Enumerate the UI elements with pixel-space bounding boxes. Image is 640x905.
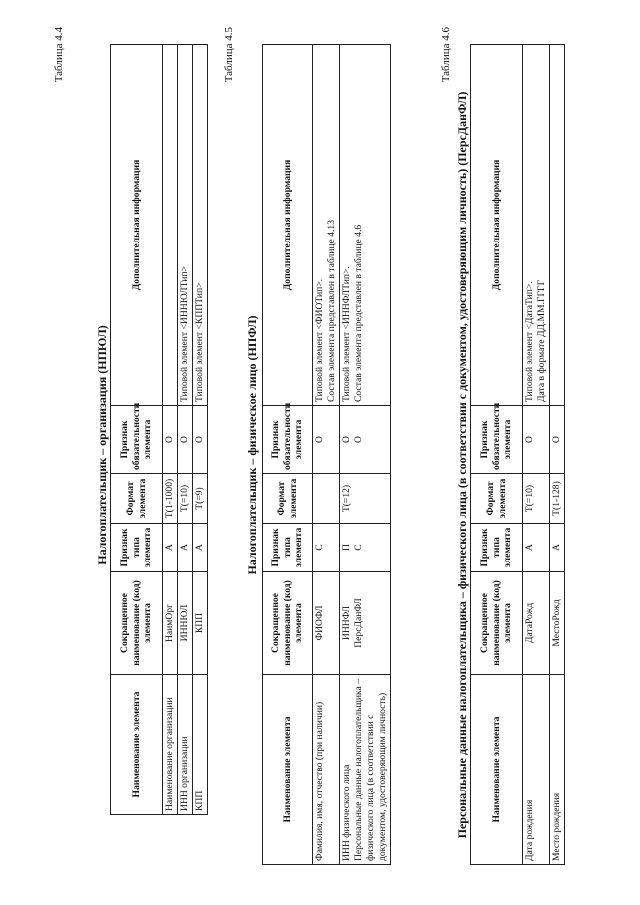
- table-header-row: [471, 45, 523, 865]
- info-line: Типовой элемент <ИННФЛТип>.: [340, 266, 352, 402]
- cell-code: ИННЮЛ: [177, 572, 192, 675]
- cell-type: А: [192, 524, 207, 572]
- cell-name: Фамилия, имя, отчество (при наличии): [313, 675, 340, 865]
- col-header-info: Дополнительная информация: [471, 45, 523, 406]
- name-line: ИНН физического лица: [340, 764, 352, 861]
- cell-format: T(1-1000): [163, 474, 178, 524]
- table-4-4-label: Таблица 4.4: [53, 27, 65, 83]
- col-header-name: Наименование элемента: [263, 675, 313, 865]
- cell-code: МестоРожд: [549, 572, 564, 675]
- req-line: О: [340, 436, 352, 443]
- col-header-format: Формат элемента: [111, 474, 163, 524]
- cell-required: [339, 406, 390, 474]
- cell-name: [339, 675, 390, 865]
- info-line: Состав элемента представлен в таблице 4.13: [325, 219, 337, 402]
- code-line: ПерсДанФЛ: [352, 598, 364, 648]
- cell-name: Дата рождения: [523, 675, 550, 865]
- info-line: Состав элемента представлен в таблице 4.6: [352, 224, 364, 402]
- col-header-required: Признак обязательности элемента: [471, 406, 523, 474]
- table-4-6: [470, 44, 565, 865]
- cell-code: КПП: [192, 572, 207, 675]
- code-line: ИННФЛ: [340, 605, 352, 641]
- cell-code: ФИОФЛ: [313, 572, 340, 675]
- info-line: Дата в формате ДД.ММ.ГГГГ: [535, 279, 547, 402]
- cell-required: О: [177, 406, 192, 474]
- req-line: О: [352, 436, 364, 443]
- col-header-format: Формат элемента: [471, 474, 523, 524]
- col-header-type: Признак типа элемента: [263, 524, 313, 572]
- cell-format: T(=12): [339, 474, 390, 524]
- table-4-4-title: Налогоплательщик – организация (НПЮЛ): [95, 325, 109, 565]
- type-line: С: [352, 544, 364, 551]
- cell-name: ИНН организации: [177, 675, 192, 815]
- col-header-name: Наименование элемента: [471, 675, 523, 865]
- col-header-name: Наименование элемента: [111, 675, 163, 815]
- table-row: [523, 45, 550, 865]
- col-header-short: Сокращенное наименование (код) элемента: [263, 572, 313, 675]
- cell-info: [163, 45, 178, 406]
- col-header-format: Формат элемента: [263, 474, 313, 524]
- table-row: [313, 45, 340, 865]
- cell-type: А: [163, 524, 178, 572]
- col-header-type: Признак типа элемента: [111, 524, 163, 572]
- col-header-short: Сокращенное наименование (код) элемента: [471, 572, 523, 675]
- cell-format: T(=10): [177, 474, 192, 524]
- name-line: Персональные данные налогоплательщика – физического лица (в соответствии с документом, удостоверяющим личность): [352, 678, 388, 861]
- cell-type: А: [177, 524, 192, 572]
- cell-format: T(1-128): [549, 474, 564, 524]
- cell-info: Типовой элемент <ИННЮЛТип>: [177, 45, 192, 406]
- cell-required: О: [313, 406, 340, 474]
- cell-type: С: [313, 524, 340, 572]
- table-4-5-label: Таблица 4.5: [223, 27, 235, 83]
- cell-info: [549, 45, 564, 406]
- cell-required: О: [523, 406, 550, 474]
- cell-required: О: [192, 406, 207, 474]
- table-header-row: [263, 45, 313, 865]
- table-4-5-title: Налогоплательщик – физическое лицо (НПФЛ): [245, 315, 259, 575]
- cell-code: ДатаРожд: [523, 572, 550, 675]
- cell-name: Наименование организации: [163, 675, 178, 815]
- info-line: Типовой элемент <ФИОТип>.: [314, 278, 325, 402]
- table-row: [549, 45, 564, 865]
- cell-type: [339, 524, 390, 572]
- table-row: [339, 45, 390, 865]
- cell-name: Место рождения: [549, 675, 564, 865]
- table-4-5: [262, 44, 391, 865]
- table-row: [177, 45, 192, 815]
- cell-name: КПП: [192, 675, 207, 815]
- col-header-short: Сокращенное наименование (код) элемента: [111, 572, 163, 675]
- cell-format: T(=9): [192, 474, 207, 524]
- cell-code: [339, 572, 390, 675]
- cell-format: T(=10): [523, 474, 550, 524]
- cell-type: А: [523, 524, 550, 572]
- table-row: [192, 45, 207, 815]
- col-header-info: Дополнительная информация: [263, 45, 313, 406]
- cell-required: О: [163, 406, 178, 474]
- cell-code: НаимОрг: [163, 572, 178, 675]
- table-4-4: [110, 44, 208, 815]
- cell-info: [339, 45, 390, 406]
- info-line: Типовой элемент <ДатаТип>.: [524, 281, 535, 402]
- col-header-required: Признак обязательности элемента: [263, 406, 313, 474]
- col-header-required: Признак обязательности элемента: [111, 406, 163, 474]
- table-header-row: [111, 45, 163, 815]
- col-header-info: Дополнительная информация: [111, 45, 163, 406]
- cell-info: [313, 45, 340, 406]
- col-header-type: Признак типа элемента: [471, 524, 523, 572]
- table-4-6-label: Таблица 4.6: [440, 27, 452, 83]
- type-line: П: [340, 544, 352, 551]
- cell-type: А: [549, 524, 564, 572]
- cell-info: Типовой элемент <КППТип>: [192, 45, 207, 406]
- cell-info: [523, 45, 550, 406]
- table-4-6-title: Персональные данные налогоплательщика – физического лица (в соответствии с документом, удостоверяющим личность) (ПерсДанФЛ): [455, 91, 469, 839]
- table-row: [163, 45, 178, 815]
- cell-required: О: [549, 406, 564, 474]
- cell-format: [313, 474, 340, 524]
